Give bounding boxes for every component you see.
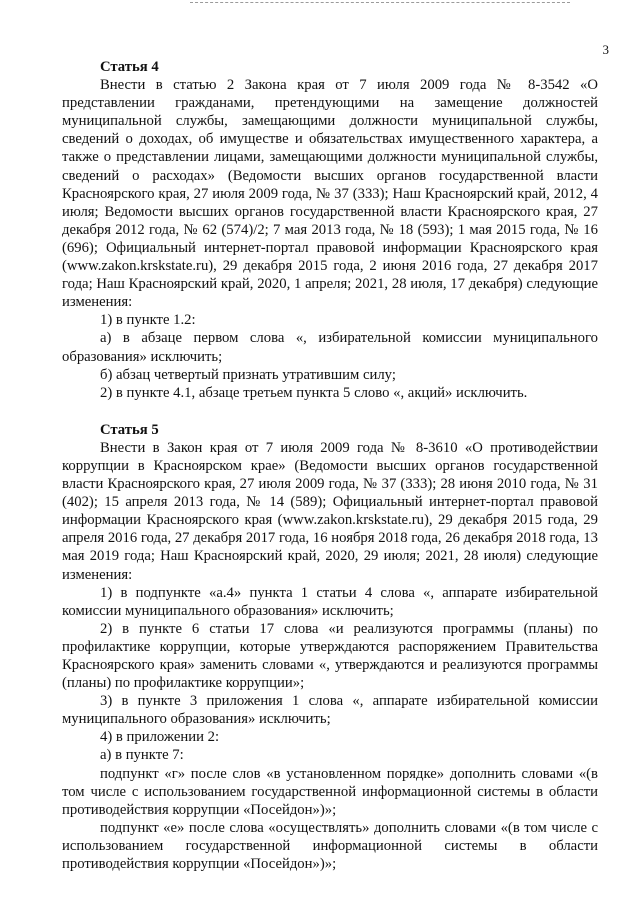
section-gap (62, 402, 598, 421)
top-scan-rule (190, 2, 570, 3)
article-5-item-4: 4) в приложении 2: (100, 729, 220, 746)
article-5-item-1: 1) в подпункте «а.4» пункта 1 статьи 4 слова «, аппарате избирательной комиссии муниципального образования» исключить; (62, 584, 598, 619)
article-5-subitem-e: подпункт «е» после слова «осуществлять» дополнить словами «(в том числе с использованием государственной информационной системы в области противодействия коррупции «Посейдон»)»; (62, 819, 598, 873)
article-4-item-1: 1) в пункте 1.2: (100, 312, 196, 329)
article-4-heading: Статья 4 (100, 59, 159, 75)
article-5-subitem-g: подпункт «г» после слов «в установленном порядке» дополнить словами «(в том числе с использованием государственной информационной системы в области противодействия коррупции «Посейдон»)»; (62, 765, 598, 818)
article-4-item-2: 2) в пункте 4.1, абзаце третьем пункта 5 слово «, акций» исключить. (100, 384, 528, 401)
article-5-intro: Внести в Закон края от 7 июля 2009 года № 8-3610 «О противодействии коррупции в Красноярском крае» (Ведомости высших органов государственной власти Красноярского края, 27 июля 2009 года, № 37 (333); 28 июня 2010 года, № 31 (402); 15 апреля 2013 года, № 14 (589); Официальный интернет-портал правовой информации Красноярского края (www.zakon.krskstate.ru), 29 декабря 2015 года, 29 апреля 2016 года, 27 декабря 2017 года, 16 ноября 2018 года, 26 декабря 2018 года, 13 мая 2019 года; Наш Красноярский край, 2020, 29 июля; 2021, 28 июля) следующие изменения: (62, 439, 598, 583)
article-5-heading: Статья 5 (100, 421, 159, 438)
article-4-item-1b: б) абзац четвертый признать утратившим силу; (100, 366, 396, 383)
article-5-item-2: 2) в пункте 6 статьи 17 слова «и реализуются программы (планы) по профилактике коррупции, которые утверждаются распоряжением Правительства Красноярского края» заменить словами «, утверждаются и реализуются программы (планы) по профилактике коррупции»; (62, 620, 598, 692)
page-number: 3 (602, 42, 609, 57)
article-4-item-1a: а) в абзаце первом слова «, избирательной комиссии муниципального образования» исключить; (62, 330, 598, 365)
article-5-item-4a: а) в пункте 7: (100, 747, 184, 764)
document-body (62, 58, 598, 873)
article-4-intro: Внести в статью 2 Закона края от 7 июля 2009 года № 8-3542 «О представлении гражданами, претендующими на замещение должностей муниципальной службы, замещающими должности муниципальной службы, сведений о доходах, об имуществе и обязательствах имущественного характера, а также о представлении лицами, замещающими должности муниципальной службы, сведений о расходах» (Ведомости высших органов государственной власти Красноярского края, 27 июля 2009 года, № 37 (333); Наш Красноярский край, 2012, 4 июля; Ведомости высших органов государственной власти Красноярского края, 27 декабря 2012 года, № 62 (574)/2; 7 мая 2013 года, № 18 (593); 1 мая 2015 года, № 16 (696); Официальный интернет-портал правовой информации Красноярского края (www.zakon.krskstate.ru), 29 декабря 2015 года, 2 июня 2016 года, 27 декабря 2017 года; Наш Красноярский край, 2020, 1 апреля; 2021, 28 июля, 17 декабря) следующие изменения: (62, 77, 598, 311)
article-5-item-3: 3) в пункте 3 приложения 1 слова «, аппарате избирательной комиссии муниципального образования» исключить; (62, 693, 598, 728)
